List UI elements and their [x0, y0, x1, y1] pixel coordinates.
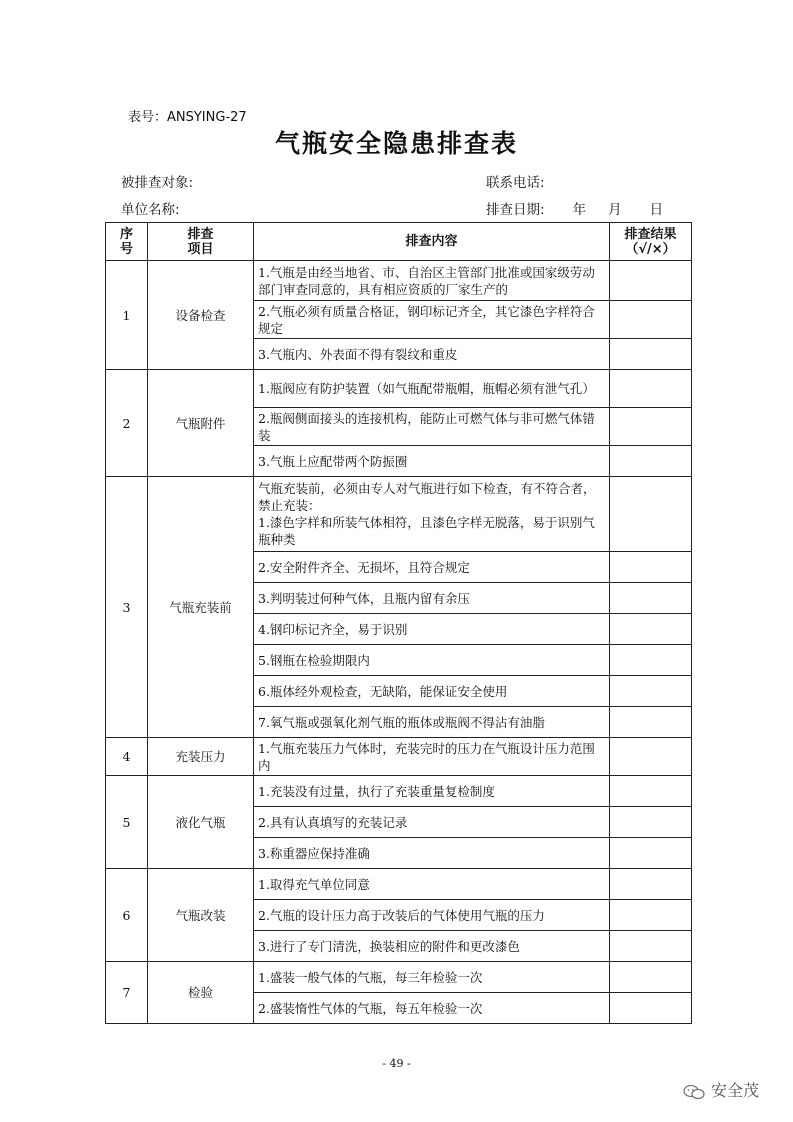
phone-label: 联系电话: — [486, 175, 545, 191]
result-cell[interactable] — [610, 552, 692, 583]
result-cell[interactable] — [610, 446, 692, 477]
content-cell: 3.气瓶上应配带两个防振圈 — [254, 446, 610, 477]
content-cell: 1.盛装一般气体的气瓶，每三年检验一次 — [254, 962, 610, 993]
seq-cell: 7 — [106, 962, 148, 1024]
table-row — [106, 962, 692, 993]
content-cell: 2.气瓶的设计压力高于改装后的气体使用气瓶的压力 — [254, 900, 610, 931]
phone-field — [486, 171, 545, 191]
result-cell[interactable] — [610, 645, 692, 676]
watermark — [683, 1078, 759, 1101]
item-cell: 设备检查 — [148, 261, 254, 370]
content-cell: 2.盛装惰性气体的气瓶，每五年检验一次 — [254, 993, 610, 1024]
watermark-text: 安全茂 — [711, 1081, 760, 1100]
result-cell[interactable] — [610, 962, 692, 993]
result-cell[interactable] — [610, 707, 692, 738]
result-cell[interactable] — [610, 738, 692, 776]
result-cell[interactable] — [610, 807, 692, 838]
content-cell: 1.气瓶充装压力气体时，充装完时的压力在气瓶设计压力范围内 — [254, 738, 610, 776]
result-cell[interactable] — [610, 370, 692, 408]
date-day: 日 — [649, 202, 664, 218]
date-label: 排查日期: — [486, 202, 545, 218]
seq-cell: 4 — [106, 738, 148, 776]
item-cell: 气瓶附件 — [148, 370, 254, 477]
content-cell: 2.具有认真填写的充装记录 — [254, 807, 610, 838]
page-title: 气瓶安全隐患排查表 — [274, 129, 518, 158]
col-seq-header: 序号 — [106, 223, 148, 261]
target-field — [121, 171, 193, 191]
unit-label: 单位名称: — [121, 202, 180, 218]
seq-cell: 2 — [106, 370, 148, 477]
seq-cell: 6 — [106, 869, 148, 962]
item-cell: 液化气瓶 — [148, 776, 254, 869]
date-year: 年 — [572, 202, 587, 218]
content-cell: 1.充装没有过量，执行了充装重量复检制度 — [254, 776, 610, 807]
result-cell[interactable] — [610, 931, 692, 962]
result-cell[interactable] — [610, 261, 692, 301]
date-month: 月 — [608, 202, 622, 218]
content-cell: 1.气瓶是由经当地省、市、自治区主管部门批准或国家级劳动部门审查同意的，具有相应资质的厂家生产的 — [254, 261, 610, 301]
seq-cell: 3 — [106, 477, 148, 738]
table-row — [106, 738, 692, 776]
col-content-header: 排查内容 — [254, 223, 610, 261]
result-cell[interactable] — [610, 301, 692, 339]
form-number: 表号：ANSYING-27 — [128, 110, 247, 125]
result-cell[interactable] — [610, 993, 692, 1024]
content-cell: 6.瓶体经外观检查，无缺陷，能保证安全使用 — [254, 676, 610, 707]
content-cell: 1.取得充气单位同意 — [254, 869, 610, 900]
col-item-header: 排查项目 — [148, 223, 254, 261]
content-cell: 3.称重器应保持准确 — [254, 838, 610, 869]
item-cell: 气瓶充装前 — [148, 477, 254, 738]
result-cell[interactable] — [610, 838, 692, 869]
target-label: 被排查对象: — [121, 175, 194, 191]
content-cell: 4.钢印标记齐全，易于识别 — [254, 614, 610, 645]
content-cell: 3.判明装过何种气体，且瓶内留有余压 — [254, 583, 610, 614]
date-field — [486, 198, 663, 218]
content-cell: 气瓶充装前，必须由专人对气瓶进行如下检查，有不符合者，禁止充装： 1.漆色字样和所装气体相符，且漆色字样无脱落，易于识别气瓶种类 — [254, 477, 610, 552]
content-cell: 2.安全附件齐全、无损坏，且符合规定 — [254, 552, 610, 583]
result-cell[interactable] — [610, 477, 692, 552]
result-cell[interactable] — [610, 869, 692, 900]
content-cell: 2.瓶阀侧面接头的连接机构，能防止可燃气体与非可燃气体错装 — [254, 408, 610, 446]
content-cell: 2.气瓶必须有质量合格证，钢印标记齐全，其它漆色字样符合规定 — [254, 301, 610, 339]
result-cell[interactable] — [610, 900, 692, 931]
unit-field — [121, 198, 180, 218]
table-row — [106, 261, 692, 301]
item-cell: 充装压力 — [148, 738, 254, 776]
content-cell: 1.瓶阀应有防护装置（如气瓶配带瓶帽，瓶帽必须有泄气孔） — [254, 370, 610, 408]
page-number: - 49 - — [382, 1057, 411, 1070]
item-cell: 气瓶改装 — [148, 869, 254, 962]
content-cell: 3.进行了专门清洗，换装相应的附件和更改漆色 — [254, 931, 610, 962]
result-cell[interactable] — [610, 614, 692, 645]
result-cell[interactable] — [610, 583, 692, 614]
table-row — [106, 477, 692, 552]
content-cell: 5.钢瓶在检验期限内 — [254, 645, 610, 676]
item-cell: 检验 — [148, 962, 254, 1024]
table-row — [106, 776, 692, 807]
content-cell: 7.氧气瓶或强氧化剂气瓶的瓶体或瓶阀不得沾有油脂 — [254, 707, 610, 738]
table-row — [106, 370, 692, 408]
seq-cell: 5 — [106, 776, 148, 869]
inspection-table — [105, 222, 692, 1024]
content-cell: 3.气瓶内、外表面不得有裂纹和重皮 — [254, 339, 610, 370]
wechat-icon — [683, 1084, 705, 1100]
col-result-header: 排查结果（√/×） — [610, 223, 692, 261]
seq-cell: 1 — [106, 261, 148, 370]
result-cell[interactable] — [610, 339, 692, 370]
result-cell[interactable] — [610, 776, 692, 807]
table-header-row — [106, 223, 692, 261]
result-cell[interactable] — [610, 408, 692, 446]
result-cell[interactable] — [610, 676, 692, 707]
table-row — [106, 869, 692, 900]
